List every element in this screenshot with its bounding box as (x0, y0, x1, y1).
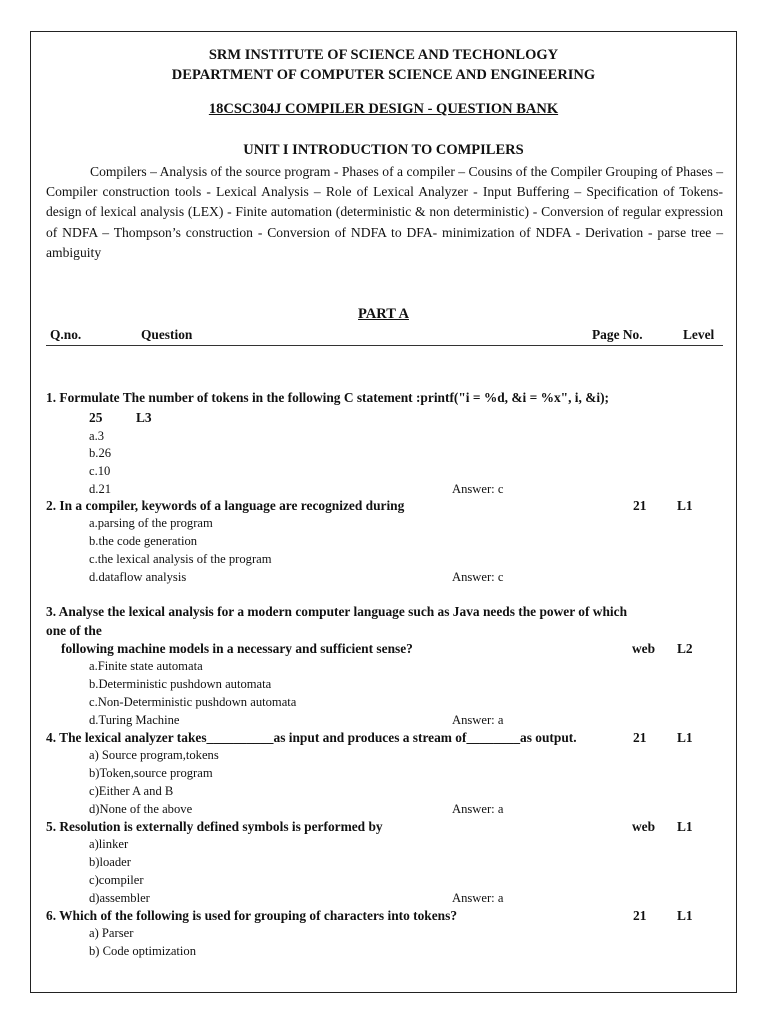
column-qno: Q.no. (50, 327, 82, 342)
question-1-text: 1. Formulate The number of tokens in the following C statement :printf("i = %d, &i = %x", i, &i); (46, 390, 610, 405)
question-1-option-c: c.10 (89, 464, 111, 478)
unit-title: UNIT I INTRODUCTION TO COMPILERS (243, 142, 524, 158)
question-5-option-b: b)loader (89, 855, 131, 869)
question-2-option-b: b.the code generation (89, 534, 198, 548)
question-1-page: 25 (89, 410, 103, 425)
question-4-text: 4. The lexical analyzer takes__________as input and produces a stream of________as output. (46, 730, 577, 745)
part-title-text: PART A (358, 306, 409, 322)
question-3-text-line3: following machine models in a necessary and sufficient sense? (61, 641, 413, 656)
question-1-option-a: a.3 (89, 429, 105, 443)
question-4-page: 21 (633, 730, 647, 745)
question-3-level: L2 (677, 641, 693, 656)
question-1-option-d: d.21 (89, 482, 112, 496)
question-1-level: L3 (136, 410, 152, 425)
institute-title: SRM INSTITUTE OF SCIENCE AND TECHONLOGY (208, 47, 559, 63)
question-6-level: L1 (677, 908, 693, 923)
column-page: Page No. (592, 327, 643, 342)
question-5-level: L1 (677, 819, 693, 834)
question-3-answer: Answer: a (452, 713, 504, 727)
question-4-option-b: b)Token,source program (89, 766, 213, 780)
question-1-answer: Answer: c (452, 482, 504, 496)
syllabus-text: Compilers – Analysis of the source program - Phases of a compiler – Cousins of the Compiler Grouping of Phases – Compiler construction tools - Lexical Analysis – Role of Lexical Analyzer - Input Buffering – Specification of Tokens- design of lexical analysis (LEX) - Finite automation (deterministic & non deterministic) - Conversion of regular expression of NDFA – Thompson’s construction - Conversion of NDFA to DFA- minimization of NDFA - Derivation - parse tree – ambiguity (46, 164, 723, 260)
header-rule (46, 345, 723, 346)
question-6-option-a: a) Parser (89, 926, 134, 940)
course-title-text: 18CSC304J COMPILER DESIGN - QUESTION BANK (208, 101, 559, 117)
question-2-level: L1 (677, 498, 693, 513)
question-3-text: 3. Analyse the lexical analysis for a modern computer language such as Java needs the power of which (46, 604, 628, 619)
question-3-page: web (632, 641, 656, 656)
question-6-option-b: b) Code optimization (89, 944, 197, 958)
question-5-page: web (632, 819, 656, 834)
question-5-option-c: c)compiler (89, 873, 144, 887)
question-5-option-a: a)linker (89, 837, 129, 851)
column-level: Level (683, 327, 715, 342)
question-3-option-a: a.Finite state automata (89, 659, 203, 673)
question-5-option-d: d)assembler (89, 891, 150, 905)
question-4-option-c: c)Either A and B (89, 784, 174, 798)
part-title (30, 306, 737, 323)
question-3-option-d: d.Turing Machine (89, 713, 180, 727)
question-4-option-a: a) Source program,tokens (89, 748, 219, 762)
department-title: DEPARTMENT OF COMPUTER SCIENCE AND ENGINEERING (171, 67, 596, 83)
question-6-text: 6. Which of the following is used for grouping of characters into tokens? (46, 908, 458, 923)
question-2-answer: Answer: c (452, 570, 504, 584)
question-2-option-c: c.the lexical analysis of the program (89, 552, 272, 566)
unit-syllabus (46, 162, 723, 263)
question-1-option-b: b.26 (89, 446, 112, 460)
column-question: Question (141, 327, 193, 342)
question-3-option-b: b.Deterministic pushdown automata (89, 677, 272, 691)
question-2-option-d: d.dataflow analysis (89, 570, 187, 584)
question-2-text: 2. In a compiler, keywords of a language are recognized during (46, 498, 405, 513)
course-title (30, 101, 737, 118)
question-5-answer: Answer: a (452, 891, 504, 905)
question-4-option-d: d)None of the above (89, 802, 193, 816)
question-2-page: 21 (633, 498, 647, 513)
question-2-option-a: a.parsing of the program (89, 516, 213, 530)
question-4-answer: Answer: a (452, 802, 504, 816)
question-3-option-c: c.Non-Deterministic pushdown automata (89, 695, 297, 709)
question-3-text-line2: one of the (46, 623, 102, 638)
question-6-page: 21 (633, 908, 647, 923)
question-5-text: 5. Resolution is externally defined symbols is performed by (46, 819, 383, 834)
question-4-level: L1 (677, 730, 693, 745)
